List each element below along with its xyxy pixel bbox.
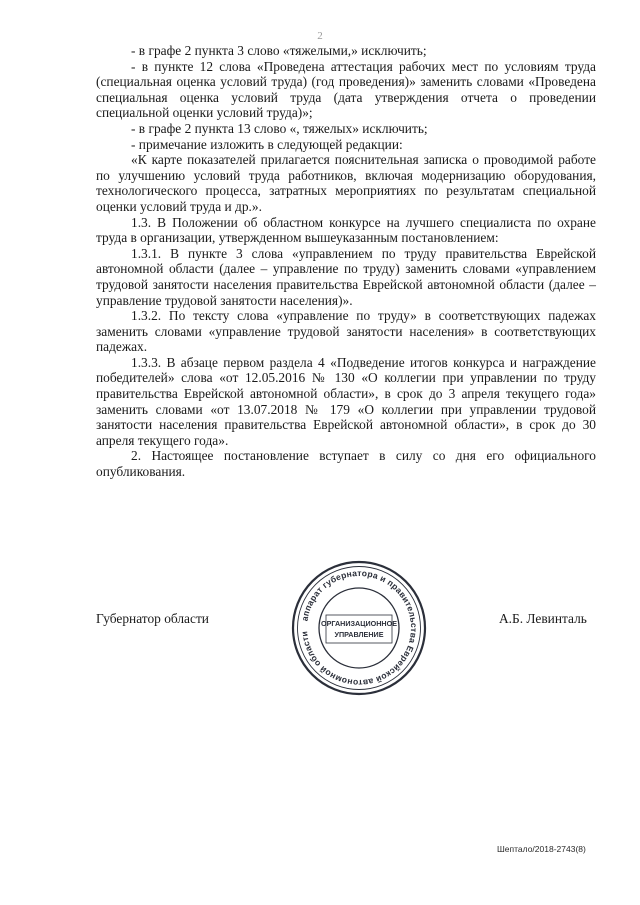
paragraph: - в графе 2 пункта 3 слово «тяжелыми,» исключить; [131,43,427,58]
official-seal [288,557,430,699]
document-body [96,43,596,480]
paragraph: «К карте показателей прилагается пояснительная записка о проводимой работе по улучшению условий труда работников, включая модернизацию оборудования, технологического процесса, затратных мероприятиях по результатам специальной оценки условий труда и др.». [96,152,596,214]
seal-center-line: ОРГАНИЗАЦИОННОЕ [320,619,398,628]
paragraph: 1.3.2. По тексту слова «управление по труду» в соответствующих падежах заменить словами «управление трудовой занятости населения» в соответствующих падежах. [96,308,596,355]
seal-center-line: УПРАВЛЕНИЕ [334,630,384,639]
paragraph: 2. Настоящее постановление вступает в силу со дня его официального опубликования. [96,448,596,480]
paragraph: - в пункте 12 слова «Проведена аттестация рабочих мест по условиям труда (специальная оценка условий труда) (год проведения)» заменить словами «Проведена специальная оценка условий труда (дата утверждения отчета о проведении специальной оценки условий труда)»; [96,58,596,121]
paragraph: 1.3. В Положении об областном конкурсе на лучшего специалиста по охране труда в организации, утвержденном вышеуказанным постановлением: [96,214,596,246]
signatory-title: Губернатор области [96,611,209,626]
document-code: Шептало/2018-2743(8) [497,844,586,854]
seal-ring-text: аппарат губернатора и правительства Еврейской автономной области [299,567,420,689]
paragraph: 1.3.3. В абзаце первом раздела 4 «Подведение итогов конкурса и награждение победителей» слова «от 12.05.2016 № 130 «О коллегии при управлении по труду правительства Еврейской автономной области», в срок до 3 апреля текущего года» заменить словами «от 13.07.2018 № 179 «О коллегии при управлении трудовой занятости населения правительства Еврейской автономной области», в срок до 30 апреля текущего года». [96,354,596,448]
page-number: 2 [317,30,323,42]
signatory-name: А.Б. Левинталь [499,611,587,626]
paragraph: 1.3.1. В пункте 3 слова «управлением по труду правительства Еврейской автономной области (далее – управление по труду) заменить словами «управлением трудовой занятости населения правительства Еврейской автономной области (далее – управление трудовой занятости населения)». [96,245,596,308]
paragraph: - в графе 2 пункта 13 слово «, тяжелых» исключить; [131,120,428,136]
paragraph: - примечание изложить в следующей редакции: [131,136,403,152]
